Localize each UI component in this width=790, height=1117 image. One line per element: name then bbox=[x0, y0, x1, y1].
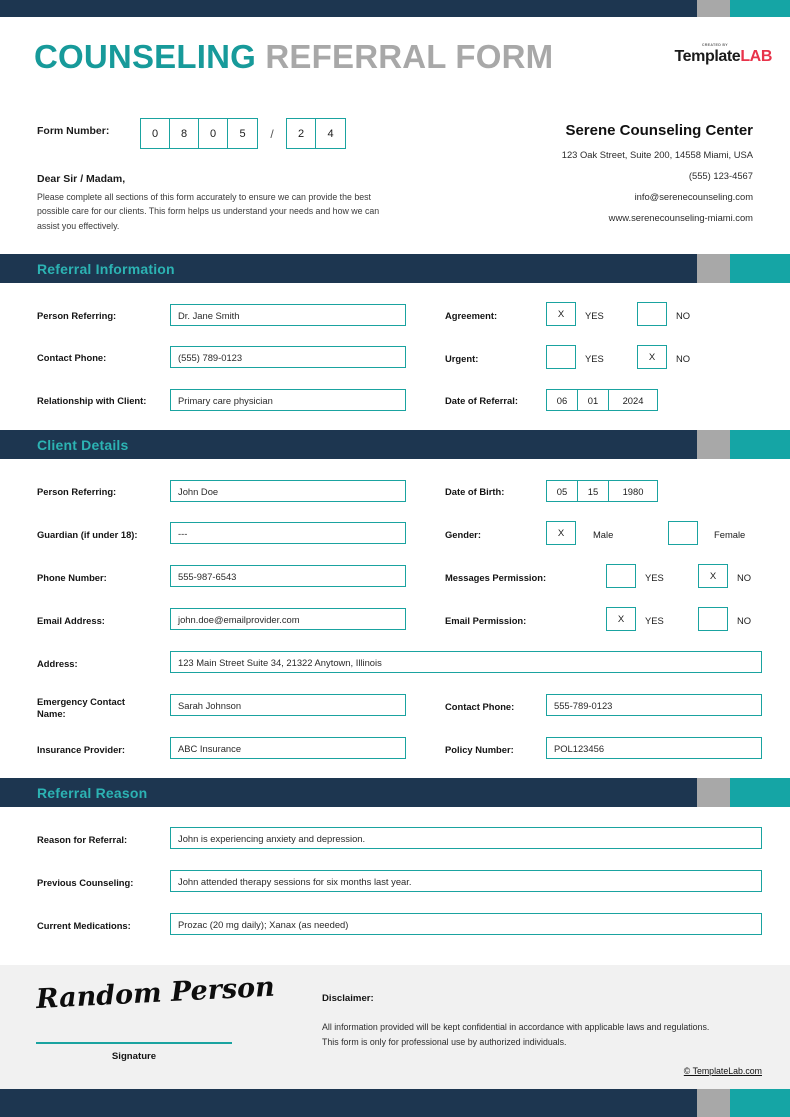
organization-name: Serene Counseling Center bbox=[565, 122, 753, 139]
section-header-referral-reason bbox=[0, 778, 790, 807]
intro-paragraph: Please complete all sections of this form accurately to ensure we can provide the best possible care for our clients. This form helps us understand your needs and how we can assist you effectively. bbox=[37, 192, 380, 231]
label-messages-yes: YES bbox=[645, 572, 664, 583]
logo-word-template: Template bbox=[674, 47, 741, 65]
date-of-birth-month[interactable]: 05 bbox=[547, 481, 578, 501]
disclaimer-body: All information provided will be kept confidential in accordance with applicable laws and regulations. This form is only for professional use by authorized individuals. bbox=[322, 1022, 710, 1047]
form-number-year-digit[interactable]: 2 bbox=[287, 119, 316, 148]
page-title-accent: COUNSELING bbox=[34, 38, 257, 75]
organization-website: www.serenecounseling-miami.com bbox=[608, 212, 753, 223]
label-current-medications: Current Medications: bbox=[37, 920, 131, 931]
date-of-birth-year[interactable]: 1980 bbox=[622, 485, 644, 497]
organization-email: info@serenecounseling.com bbox=[634, 191, 753, 202]
document-header bbox=[0, 17, 790, 245]
form-number-label: Form Number: bbox=[37, 125, 110, 137]
input-client-phone[interactable]: 555-987-6543 bbox=[170, 565, 406, 587]
label-emergency-contact-phone: Contact Phone: bbox=[445, 701, 515, 712]
label-email-permission-no: NO bbox=[737, 615, 752, 626]
label-agreement-yes: YES bbox=[585, 310, 604, 321]
strip-segment-navy bbox=[0, 0, 697, 17]
section-bar-navy bbox=[0, 430, 697, 459]
input-client-person-referring[interactable]: John Doe bbox=[170, 480, 406, 502]
document-footer bbox=[0, 965, 790, 1089]
bottom-color-strip bbox=[0, 1089, 790, 1117]
organization-address: 123 Oak Street, Suite 200, 14558 Miami, USA bbox=[561, 149, 753, 160]
page-title-rest: REFERRAL FORM bbox=[256, 38, 554, 75]
checkbox-gender-male[interactable]: X bbox=[546, 521, 576, 545]
label-messages-no: NO bbox=[737, 572, 752, 583]
organization-contact-block bbox=[423, 122, 753, 233]
input-current-medications[interactable]: Prozac (20 mg daily); Xanax (as needed) bbox=[170, 913, 762, 935]
label-agreement-no: NO bbox=[676, 310, 691, 321]
form-number-digit[interactable]: 8 bbox=[170, 119, 199, 148]
signature-image: Random Person bbox=[35, 971, 276, 1016]
label-email-permission: Email Permission: bbox=[445, 615, 527, 626]
section-bar-gray bbox=[697, 254, 730, 283]
form-number-separator: / bbox=[270, 126, 274, 141]
input-referral-person-referring[interactable]: Dr. Jane Smith bbox=[170, 304, 406, 326]
label-emergency-contact bbox=[37, 696, 147, 720]
strip-segment-teal bbox=[730, 1089, 790, 1117]
label-emergency-contact-line1: Emergency Contact bbox=[37, 696, 126, 707]
section-title: Referral Information bbox=[37, 260, 175, 277]
checkbox-gender-female[interactable] bbox=[668, 521, 698, 545]
input-emergency-contact-name[interactable]: Sarah Johnson bbox=[170, 694, 406, 716]
checkbox-agreement-yes[interactable]: X bbox=[546, 302, 576, 326]
section-bar-navy bbox=[0, 254, 697, 283]
checkbox-email-permission-yes[interactable]: X bbox=[606, 607, 636, 631]
date-of-birth-day[interactable]: 15 bbox=[578, 481, 609, 501]
date-of-referral-year[interactable]: 2024 bbox=[622, 394, 644, 406]
form-number-serial-group[interactable] bbox=[140, 118, 258, 149]
label-client-email: Email Address: bbox=[37, 615, 105, 626]
label-urgent-no: NO bbox=[676, 353, 691, 364]
label-policy-number: Policy Number: bbox=[445, 744, 514, 755]
label-date-of-referral: Date of Referral: bbox=[445, 395, 518, 406]
logo-word-lab: LAB bbox=[740, 47, 772, 65]
input-date-of-birth[interactable] bbox=[546, 480, 658, 502]
salutation: Dear Sir / Madam, bbox=[37, 173, 126, 185]
form-number-digit[interactable]: 5 bbox=[239, 127, 246, 140]
label-gender-male: Male bbox=[593, 529, 614, 540]
label-gender-female: Female bbox=[714, 529, 746, 540]
label-emergency-contact-line2: Name: bbox=[37, 707, 66, 719]
label-client-person-referring: Person Referring: bbox=[37, 486, 117, 497]
strip-segment-gray bbox=[697, 1089, 730, 1117]
logo-created-by-text: CREATED BY bbox=[701, 43, 728, 47]
checkbox-email-permission-no[interactable] bbox=[698, 607, 728, 631]
checkbox-agreement-no[interactable] bbox=[637, 302, 667, 326]
label-client-guardian: Guardian (if under 18): bbox=[37, 529, 138, 540]
input-client-email[interactable]: john.doe@emailprovider.com bbox=[170, 608, 406, 630]
form-number-year-digit[interactable]: 4 bbox=[327, 127, 334, 140]
label-urgent: Urgent: bbox=[445, 353, 479, 364]
section-bar-gray bbox=[697, 430, 730, 459]
input-insurance-provider[interactable]: ABC Insurance bbox=[170, 737, 406, 759]
templatelab-copyright-link[interactable]: © TemplateLab.com bbox=[683, 1066, 762, 1076]
label-email-permission-yes: YES bbox=[645, 615, 664, 626]
strip-segment-gray bbox=[697, 0, 730, 17]
signature-caption: Signature bbox=[111, 1051, 157, 1062]
label-insurance-provider: Insurance Provider: bbox=[37, 744, 126, 755]
strip-segment-navy bbox=[0, 1089, 697, 1117]
section-header-referral-information bbox=[0, 254, 790, 283]
section-bar-navy bbox=[0, 778, 697, 807]
strip-segment-teal bbox=[730, 0, 790, 17]
label-previous-counseling: Previous Counseling: bbox=[37, 877, 134, 888]
label-referral-contact-phone: Contact Phone: bbox=[37, 352, 107, 363]
logo-wordmark bbox=[674, 48, 772, 65]
input-emergency-contact-phone[interactable]: 555-789-0123 bbox=[546, 694, 762, 716]
section-bar-teal bbox=[730, 254, 790, 283]
section-bar-gray bbox=[697, 778, 730, 807]
input-client-guardian[interactable]: --- bbox=[170, 522, 406, 544]
checkbox-urgent-yes[interactable] bbox=[546, 345, 576, 369]
input-date-of-referral[interactable] bbox=[546, 389, 658, 411]
label-agreement: Agreement: bbox=[445, 310, 498, 321]
section-title: Client Details bbox=[37, 436, 129, 453]
section-bar-teal bbox=[730, 430, 790, 459]
input-previous-counseling[interactable]: John attended therapy sessions for six months last year. bbox=[170, 870, 762, 892]
section-bar-teal bbox=[730, 778, 790, 807]
input-reason-for-referral[interactable]: John is experiencing anxiety and depression. bbox=[170, 827, 762, 849]
date-of-referral-month[interactable]: 06 bbox=[547, 390, 578, 410]
section-header-client-details bbox=[0, 430, 790, 459]
label-client-phone: Phone Number: bbox=[37, 572, 107, 583]
date-of-referral-day[interactable]: 01 bbox=[578, 390, 609, 410]
form-number-digit[interactable]: 0 bbox=[141, 119, 170, 148]
label-date-of-birth: Date of Birth: bbox=[445, 486, 505, 497]
input-referral-contact-phone[interactable]: (555) 789-0123 bbox=[170, 346, 406, 368]
label-gender: Gender: bbox=[445, 529, 481, 540]
signature-line bbox=[36, 1042, 232, 1044]
label-client-address: Address: bbox=[37, 658, 78, 669]
section-title: Referral Reason bbox=[37, 784, 148, 801]
input-referral-relationship[interactable]: Primary care physician bbox=[170, 389, 406, 411]
label-reason-for-referral: Reason for Referral: bbox=[37, 834, 128, 845]
input-policy-number[interactable]: POL123456 bbox=[546, 737, 762, 759]
input-client-address[interactable]: 123 Main Street Suite 34, 21322 Anytown, Illinois bbox=[170, 651, 762, 673]
form-number-digit[interactable]: 0 bbox=[199, 119, 228, 148]
label-urgent-yes: YES bbox=[585, 353, 604, 364]
label-referral-person-referring: Person Referring: bbox=[37, 310, 117, 321]
disclaimer-title: Disclaimer: bbox=[322, 993, 374, 1004]
checkbox-messages-yes[interactable] bbox=[606, 564, 636, 588]
form-number-year-group[interactable] bbox=[286, 118, 346, 149]
checkbox-messages-no[interactable]: X bbox=[698, 564, 728, 588]
label-referral-relationship: Relationship with Client: bbox=[37, 395, 147, 406]
top-color-strip bbox=[0, 0, 790, 17]
form-number-field[interactable] bbox=[140, 118, 346, 149]
page-title bbox=[34, 38, 553, 76]
templatelab-logo bbox=[674, 44, 772, 65]
organization-phone: (555) 123-4567 bbox=[688, 170, 753, 181]
checkbox-urgent-no[interactable]: X bbox=[637, 345, 667, 369]
label-messages-permission: Messages Permission: bbox=[445, 572, 547, 583]
